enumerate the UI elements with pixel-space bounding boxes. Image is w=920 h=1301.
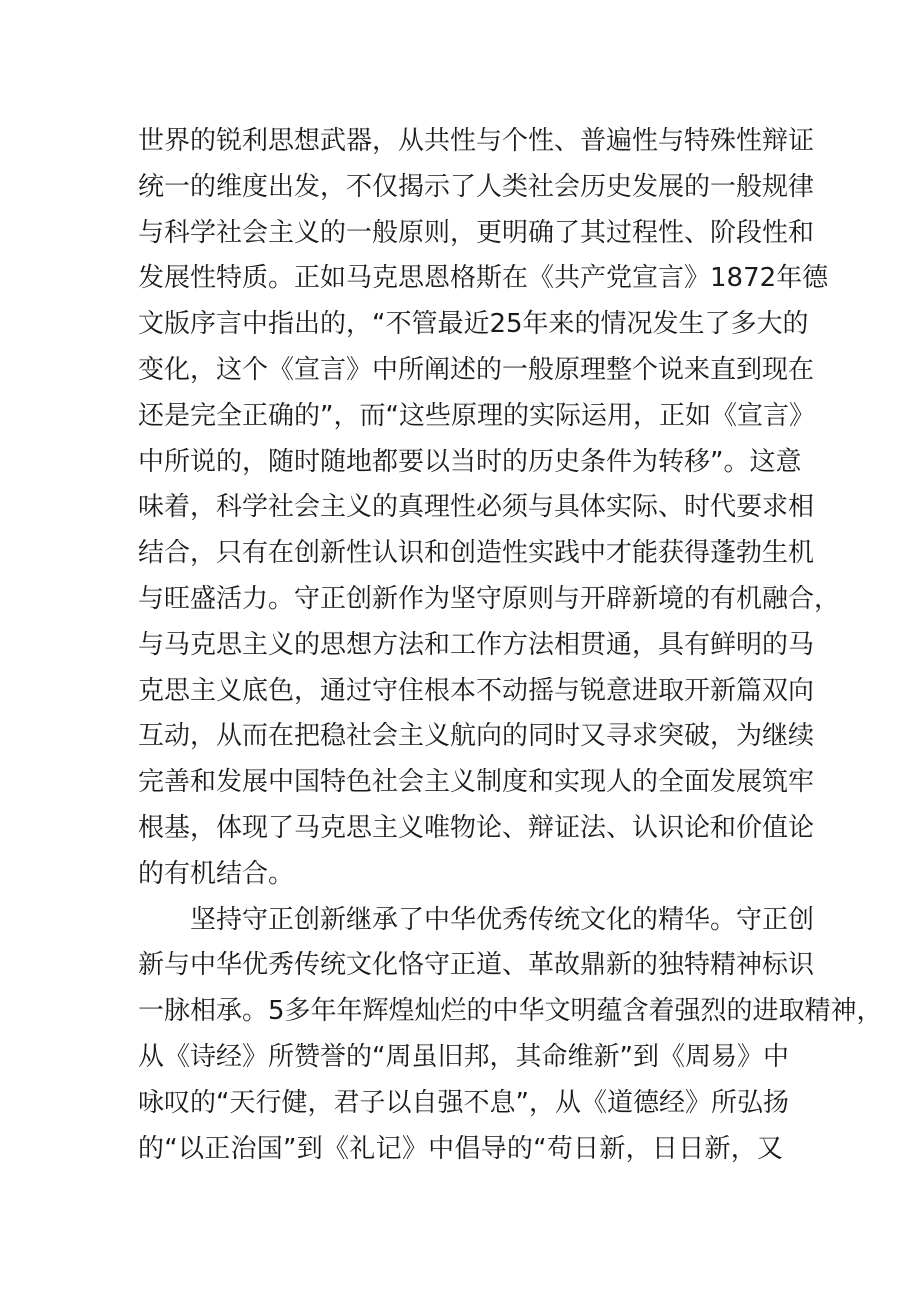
text-line: 的有机结合。 — [138, 858, 295, 889]
text-line: 结合，只有在创新性认识和创造性实践中才能获得蓬勃生机 — [138, 538, 815, 569]
text-line: 完善和发展中国特色社会主义制度和实现人的全面发展筑牢 — [138, 767, 815, 798]
text-line: 的“以正治国”到《礼记》中倡导的“苟日新，日日新，又 — [138, 1133, 783, 1164]
text-line: 咏叹的“天行健，君子以自强不息”，从《道德经》所弘扬 — [138, 1087, 789, 1118]
body-text — [138, 119, 883, 1172]
text-line: 与旺盛活力。守正创新作为坚守原则与开辟新境的有机融合， — [138, 583, 841, 614]
text-line: 互动，从而在把稳社会主义航向的同时又寻求突破，为继续 — [138, 721, 815, 752]
paragraph-next — [138, 898, 883, 1173]
text-line: 根基，体现了马克思主义唯物论、辩证法、认识论和价值论 — [138, 812, 815, 843]
text-line: 与科学社会主义的一般原则，更明确了其过程性、阶段性和 — [138, 217, 815, 248]
text-line: 克思主义底色，通过守住根本不动摇与锐意进取开新篇双向 — [138, 675, 815, 706]
text-line: 世界的锐利思想武器，从共性与个性、普遍性与特殊性辩证 — [138, 126, 815, 156]
text-line: 从《诗经》所赞誉的“周虽旧邦，其命维新”到《周易》中 — [138, 1041, 789, 1072]
text-line: 新与中华优秀传统文化恪守正道、革故鼎新的独特精神标识 — [138, 950, 815, 981]
text-line: 味着，科学社会主义的真理性必须与具体实际、时代要求相 — [138, 492, 815, 523]
text-line: 中所说的，随时随地都要以当时的历史条件为转移”。这意 — [138, 446, 802, 477]
text-line: 一脉相承。5多年年辉煌灿烂的中华文明蕴含着强烈的进取精神， — [138, 996, 883, 1027]
text-line: 统一的维度出发，不仅揭示了人类社会历史发展的一般规律 — [138, 171, 815, 202]
text-line: 坚持守正创新继承了中华优秀传统文化的精华。守正创 — [190, 904, 815, 935]
text-line: 还是完全正确的”，而“这些原理的实际运用，正如《宣言》 — [138, 400, 815, 431]
text-line: 发展性特质。正如马克思恩格斯在《共产党宣言》1872年德 — [138, 263, 829, 294]
text-line: 文版序言中指出的，“不管最近25年来的情况发生了多大的 — [138, 309, 809, 340]
text-line: 与马克思主义的思想方法和工作方法相贯通，具有鲜明的马 — [138, 629, 815, 660]
paragraph-continued — [138, 119, 841, 898]
text-line: 变化，这个《宣言》中所阐述的一般原理整个说来直到现在 — [138, 354, 815, 385]
